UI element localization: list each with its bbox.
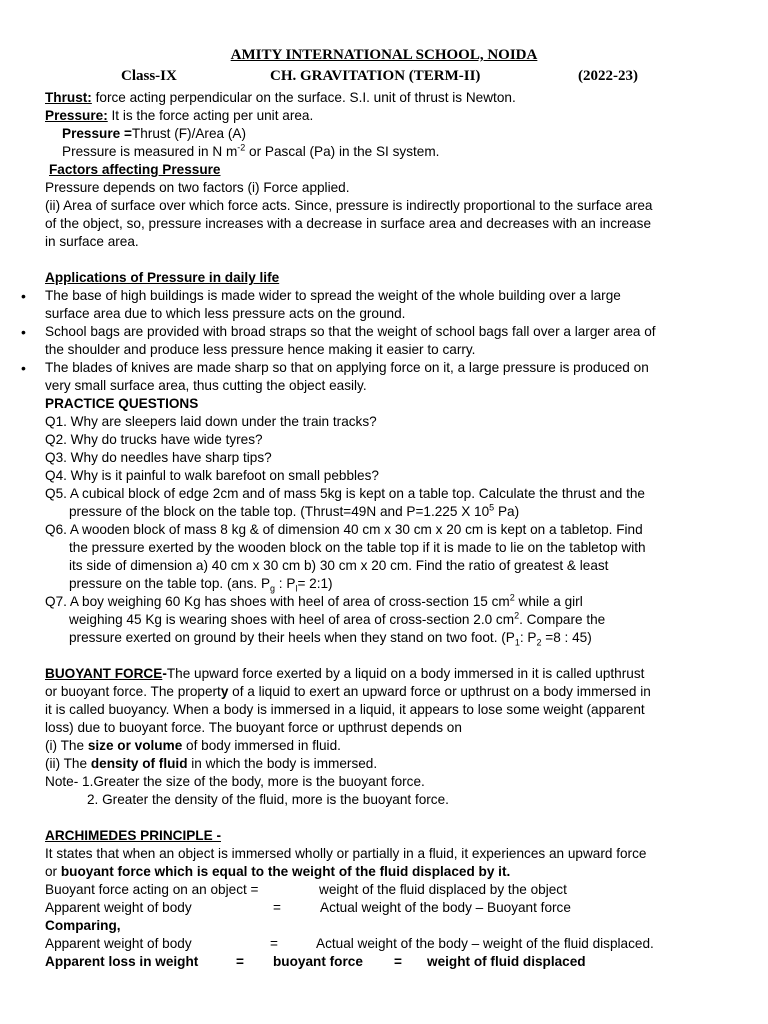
archimedes-equation: Apparent weight of body = Actual weight of the body – weight of the fluid displaced. xyxy=(45,936,654,951)
buoyant-definition: BUOYANT FORCE-The upward force exerted by a liquid on a body immersed in it is called upthrust xyxy=(45,666,645,681)
question: Q6. A wooden block of mass 8 kg & of dimension 40 cm x 30 cm x 20 cm is kept on a tabletop. Find xyxy=(45,522,643,537)
archimedes-line: or buoyant force which is equal to the weight of the fluid displaced by it. xyxy=(45,864,511,879)
pressure-unit: Pressure is measured in N $m^{-2}$ or Pascal (Pa) in the SI system. xyxy=(62,142,440,159)
archimedes-conclusion: Apparent loss in weight = buoyant force = weight of fluid displaced xyxy=(45,954,586,969)
pressure-definition: Pressure: It is the force acting per unit area. xyxy=(45,108,314,123)
applications-heading: Applications of Pressure in daily life xyxy=(45,270,280,285)
chapter-title: CH. GRAVITATION (TERM-II) xyxy=(270,68,481,84)
question: Q7. A boy weighing 60 Kg has shoes with heel of area of cross-section 15 $cm^2$ while a girl xyxy=(45,592,583,609)
factors-heading: Factors affecting Pressure xyxy=(49,162,221,177)
question-continued: weighing 45 Kg is wearing shoes with heel of area of cross-section 2.0 $cm^2$. Compare the xyxy=(69,610,606,627)
buoyant-factor: (ii) The density of fluid in which the body is immersed. xyxy=(45,756,378,771)
class-label: Class-IX xyxy=(121,68,177,84)
factors-line: of the object, so, pressure increases with a decrease in surface area and decreases with an increase xyxy=(45,216,652,231)
factors-line: in surface area. xyxy=(45,234,139,249)
factors-line: Pressure depends on two factors (i) Force applied. xyxy=(45,180,350,195)
thrust-definition: Thrust: force acting perpendicular on the surface. S.I. unit of thrust is Newton. xyxy=(45,90,516,105)
buoyant-factor: (i) The size or volume of body immersed in fluid. xyxy=(45,738,341,753)
question: Q5. A cubical block of edge 2cm and of mass 5kg is kept on a table top. Calculate the thrust and the xyxy=(45,486,645,501)
buoyant-line: it is called buoyancy. When a body is immersed in a liquid, it appears to lose some weight (apparent xyxy=(45,702,645,717)
list-item: • School bags are provided with broad straps so that the weight of school bags fall over a larger area of the shoulder and produce less pressure hence making it easier to carry. xyxy=(45,323,735,359)
session-year: (2022-23) xyxy=(578,68,638,84)
pressure-formula: Pressure =Thrust (F)/Area (A) xyxy=(62,126,246,141)
list-item: • The blades of knives are made sharp so that on applying force on it, a large pressure is produced on very small surface area, thus cutting the object easily. xyxy=(45,359,735,395)
question: Q2. Why do trucks have wide tyres? xyxy=(45,432,263,447)
school-title: AMITY INTERNATIONAL SCHOOL, NOIDA xyxy=(230,47,538,63)
practice-heading: PRACTICE QUESTIONS xyxy=(45,396,199,411)
comparing-label: Comparing, xyxy=(45,918,121,933)
question: Q3. Why do needles have sharp tips? xyxy=(45,450,272,465)
buoyant-line: or buoyant force. The property of a liquid to exert an upward force or upthrust on a body immersed in xyxy=(45,684,651,699)
buoyant-line: loss) due to buoyant force. The buoyant force or upthrust depends on xyxy=(45,720,462,735)
question-continued: pressure exerted on ground by their heels when they stand on two foot. ($P_1$: $P_2 =8$ : 45) xyxy=(69,630,592,648)
buoyant-note: Note- 1.Greater the size of the body, more is the buoyant force. xyxy=(45,774,425,789)
question: Q4. Why is it painful to walk barefoot on small pebbles? xyxy=(45,468,379,483)
archimedes-equation: Buoyant force acting on an object = weight of the fluid displaced by the object xyxy=(45,882,567,897)
question-continued: the pressure exerted by the wooden block on the table top if it is made to lie on the tabletop with xyxy=(69,540,646,555)
document-body xyxy=(45,89,735,971)
archimedes-heading: ARCHIMEDES PRINCIPLE - xyxy=(45,828,221,843)
applications-list xyxy=(45,287,735,395)
list-item: • The base of high buildings is made wider to spread the weight of the whole building over a large surface area due to which less pressure acts on the ground. xyxy=(45,287,735,323)
archimedes-equation: Apparent weight of body = Actual weight of the body – Buoyant force xyxy=(45,900,571,915)
header-row xyxy=(0,68,768,86)
buoyant-note: 2. Greater the density of the fluid, more is the buoyant force. xyxy=(87,792,449,807)
question-continued: its side of dimension a) 40 cm x 30 cm b) 30 cm x 20 cm. Find the ratio of greatest & least xyxy=(69,558,609,573)
question-continued: pressure on the table top. (ans. $P_g$ : $P_l=$ 2:1) xyxy=(69,576,333,594)
question: Q1. Why are sleepers laid down under the train tracks? xyxy=(45,414,377,429)
factors-line: (ii) Area of surface over which force acts. Since, pressure is indirectly proportional to the surface area xyxy=(45,198,653,213)
archimedes-line: It states that when an object is immersed wholly or partially in a fluid, it experiences an upward force xyxy=(45,846,647,861)
question-continued: pressure of the block on the table top. (Thrust=49N and P=1.225 X $10^5$ Pa) xyxy=(69,502,520,519)
